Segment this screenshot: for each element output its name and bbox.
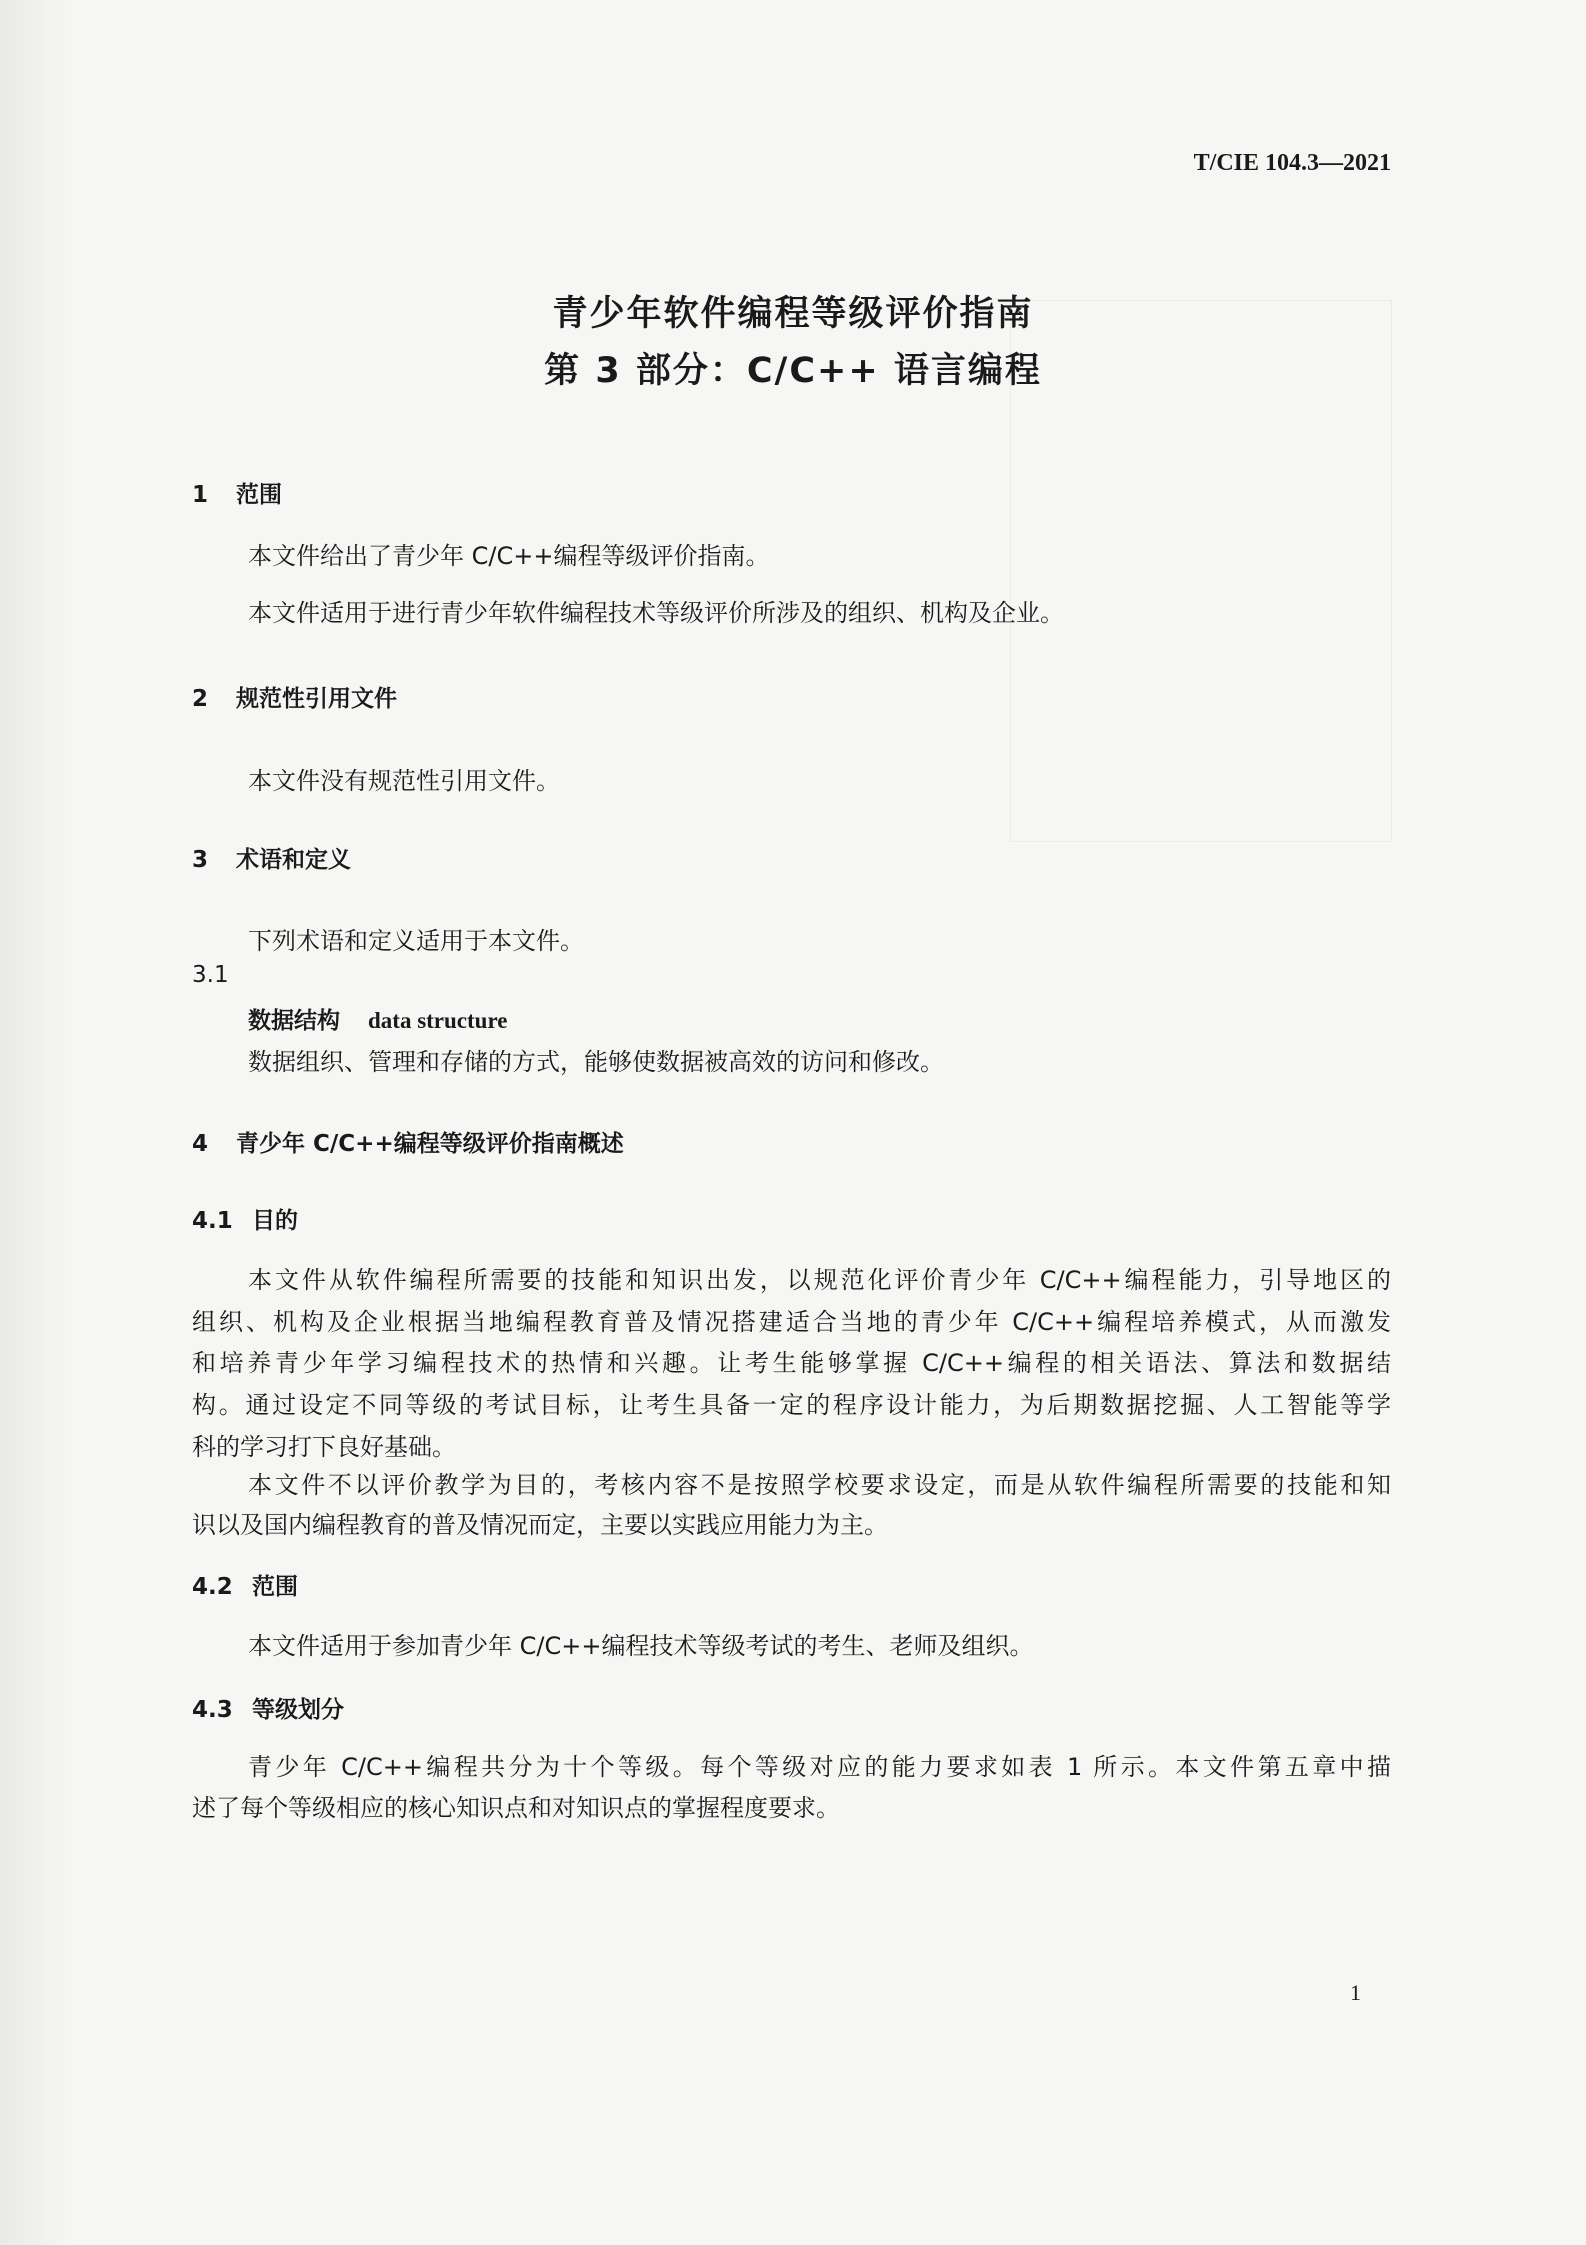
section-4-heading [192,1125,624,1158]
page-number: 1 [1350,1980,1361,2005]
paragraph-line: 和培养青少年学习编程技术的热情和兴趣。让考生能够掌握 C/C++编程的相关语法、算法和数据结 [192,1349,1391,1377]
section-number: 2 [192,686,209,712]
document-code: T/CIE 104.3—2021 [1193,150,1391,176]
paragraph-line: 青少年 C/C++编程共分为十个等级。每个等级对应的能力要求如表 1 所示。本文件第五章中描 [248,1753,1391,1781]
paragraph: 本文件适用于进行青少年软件编程技术等级评价所涉及的组织、机构及企业。 [248,599,1064,627]
section-1-heading [192,476,282,509]
section-number: 4 [192,1131,209,1157]
section-title: 等级划分 [252,1697,344,1723]
paragraph-line: 述了每个等级相应的核心知识点和对知识点的掌握程度要求。 [192,1794,840,1822]
paragraph: 本文件没有规范性引用文件。 [248,767,560,795]
section-4-3-heading [192,1691,344,1724]
paragraph-line: 构。通过设定不同等级的考试目标，让考生具备一定的程序设计能力，为后期数据挖掘、人工智能等学 [192,1391,1391,1419]
section-title: 范围 [236,482,282,508]
section-number: 4.3 [192,1697,233,1723]
paragraph-line: 识以及国内编程教育的普及情况而定，主要以实践应用能力为主。 [192,1511,888,1539]
scan-edge-shadow [0,0,70,2245]
term-definition: 数据组织、管理和存储的方式，能够使数据被高效的访问和修改。 [248,1048,944,1076]
section-3-heading [192,841,351,874]
document-subtitle: 第 3 部分：C/C++ 语言编程 [544,351,1042,391]
section-title: 术语和定义 [236,847,351,873]
paragraph-line: 本文件不以评价教学为目的，考核内容不是按照学校要求设定，而是从软件编程所需要的技能和知 [248,1471,1391,1499]
section-number: 1 [192,482,209,508]
term-chinese: 数据结构 [248,1008,340,1034]
document-title: 青少年软件编程等级评价指南 [552,294,1034,334]
term-entry [248,1002,507,1035]
section-number: 3 [192,847,209,873]
subsection-number: 3.1 [192,962,229,988]
paragraph: 下列术语和定义适用于本文件。 [248,927,584,955]
paragraph-line: 科的学习打下良好基础。 [192,1433,456,1461]
term-english: data structure [368,1008,508,1033]
paragraph-line: 本文件从软件编程所需要的技能和知识出发，以规范化评价青少年 C/C++编程能力，引导地区的 [248,1266,1391,1294]
section-title: 规范性引用文件 [236,686,397,712]
paragraph: 本文件给出了青少年 C/C++编程等级评价指南。 [248,542,770,570]
section-number: 4.1 [192,1208,233,1234]
section-number: 4.2 [192,1574,233,1600]
paragraph: 本文件适用于参加青少年 C/C++编程技术等级考试的考生、老师及组织。 [248,1632,1034,1660]
section-title: 范围 [252,1574,298,1600]
section-4-2-heading [192,1568,298,1601]
section-4-1-heading [192,1202,298,1235]
section-title: 目的 [252,1208,298,1234]
paragraph-line: 组织、机构及企业根据当地编程教育普及情况搭建适合当地的青少年 C/C++编程培养模式，从而激发 [192,1308,1391,1336]
section-title: 青少年 C/C++编程等级评价指南概述 [236,1131,624,1157]
section-2-heading [192,680,397,713]
